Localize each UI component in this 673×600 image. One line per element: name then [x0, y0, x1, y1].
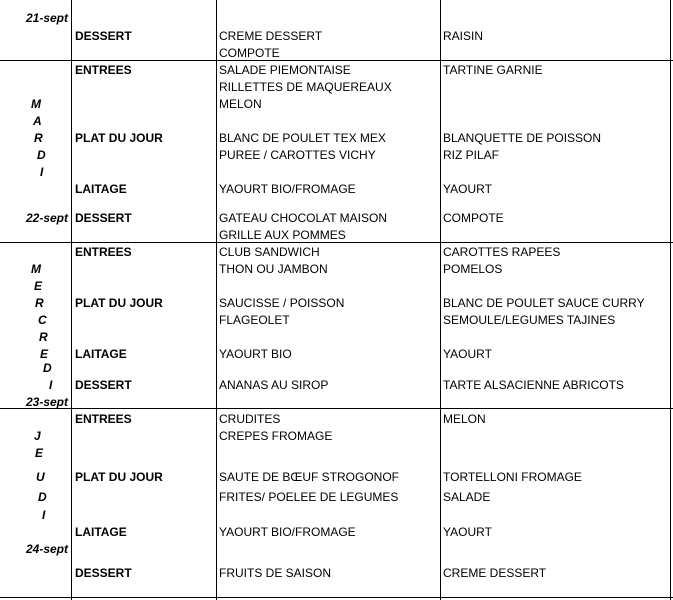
category-label: PLAT DU JOUR — [75, 296, 163, 310]
category-label: PLAT DU JOUR — [75, 470, 163, 484]
day-letter: U — [36, 470, 45, 484]
day-letter: R — [39, 330, 48, 344]
menu-item: SALADE — [443, 490, 491, 504]
day-letter: D — [43, 361, 52, 375]
category-label: LAITAGE — [75, 182, 127, 196]
menu-item: TARTINE GARNIE — [443, 63, 543, 77]
menu-item: COMPOTE — [443, 211, 504, 225]
menu-item: BLANC DE POULET SAUCE CURRY — [443, 296, 645, 310]
menu-item: ANANAS AU SIROP — [219, 378, 329, 392]
menu-item: PUREE / CAROTTES VICHY — [219, 148, 376, 162]
day-letter: C — [38, 313, 47, 327]
menu-item: POMELOS — [443, 262, 503, 276]
day-letter: M — [31, 97, 41, 111]
menu-item: RIZ PILAF — [443, 148, 500, 162]
col-divider — [440, 0, 441, 600]
menu-item: CREPES FROMAGE — [219, 429, 333, 443]
day-letter: I — [42, 508, 46, 522]
menu-item: SALADE PIEMONTAISE — [219, 63, 351, 77]
menu-item: SAUCISSE / POISSON — [219, 296, 345, 310]
menu-item: TARTE ALSACIENNE ABRICOTS — [443, 378, 624, 392]
category-label: ENTREES — [75, 412, 132, 426]
menu-item: YAOURT BIO — [219, 347, 292, 361]
category-label: DESSERT — [75, 566, 132, 580]
menu-item: YAOURT — [443, 525, 492, 539]
menu-item: MELON — [443, 412, 486, 426]
menu-item: COMPOTE — [219, 46, 280, 60]
day-letter: I — [49, 378, 53, 392]
menu-item: CRUDITES — [219, 412, 281, 426]
category-label: DESSERT — [75, 378, 132, 392]
category-label: DESSERT — [75, 29, 132, 43]
menu-item: YAOURT — [443, 347, 492, 361]
row-divider — [0, 60, 673, 61]
day-letter: A — [33, 114, 42, 128]
menu-item: YAOURT — [443, 182, 492, 196]
col-divider — [216, 0, 217, 600]
menu-item: YAOURT BIO/FROMAGE — [219, 525, 356, 539]
day-letter: R — [35, 296, 44, 310]
menu-item: BLANQUETTE DE POISSON — [443, 131, 602, 145]
day-letter: D — [37, 148, 46, 162]
menu-item: CREME DESSERT — [443, 566, 547, 580]
menu-item: SAUTE DE BŒUF STROGONOF — [219, 470, 400, 484]
menu-item: CAROTTES RAPEES — [443, 245, 561, 259]
menu-item: CREME DESSERT — [219, 29, 323, 43]
menu-item: SEMOULE/LEGUMES TAJINES — [443, 313, 616, 327]
menu-item: FLAGEOLET — [219, 313, 290, 327]
category-label: LAITAGE — [75, 347, 127, 361]
menu-item: MELON — [219, 97, 262, 111]
day-letter: E — [35, 446, 44, 460]
category-label: DESSERT — [75, 211, 132, 225]
menu-item: FRUITS DE SAISON — [219, 566, 332, 580]
menu-item: RAISIN — [443, 29, 484, 43]
menu-item: CLUB SANDWICH — [219, 245, 320, 259]
category-label: LAITAGE — [75, 525, 127, 539]
menu-item: RILLETTES DE MAQUEREAUX — [219, 80, 392, 94]
date-label: 21-sept — [25, 11, 68, 25]
row-divider — [0, 242, 673, 243]
day-letter: I — [40, 165, 44, 179]
day-letter: D — [38, 490, 47, 504]
day-letter: E — [34, 279, 43, 293]
menu-item: THON OU JAMBON — [219, 262, 328, 276]
menu-item: BLANC DE POULET TEX MEX — [219, 131, 386, 145]
col-divider — [670, 0, 671, 600]
date-label: 22-sept — [25, 211, 68, 225]
menu-item: GRILLE AUX POMMES — [219, 228, 346, 242]
day-letter: M — [31, 262, 41, 276]
menu-item: FRITES/ POELEE DE LEGUMES — [219, 490, 399, 504]
row-divider — [0, 408, 673, 409]
col-divider — [71, 0, 72, 600]
row-divider — [0, 597, 673, 598]
menu-item: TORTELLONI FROMAGE — [443, 470, 582, 484]
menu-item: YAOURT BIO/FROMAGE — [219, 182, 356, 196]
category-label: PLAT DU JOUR — [75, 131, 163, 145]
menu-item: GATEAU CHOCOLAT MAISON — [219, 211, 388, 225]
date-label: 23-sept — [25, 395, 68, 409]
date-label: 24-sept — [25, 542, 68, 556]
day-letter: R — [34, 131, 43, 145]
category-label: ENTREES — [75, 245, 132, 259]
category-label: ENTREES — [75, 63, 132, 77]
day-letter: E — [40, 347, 49, 361]
day-letter: J — [34, 429, 41, 443]
